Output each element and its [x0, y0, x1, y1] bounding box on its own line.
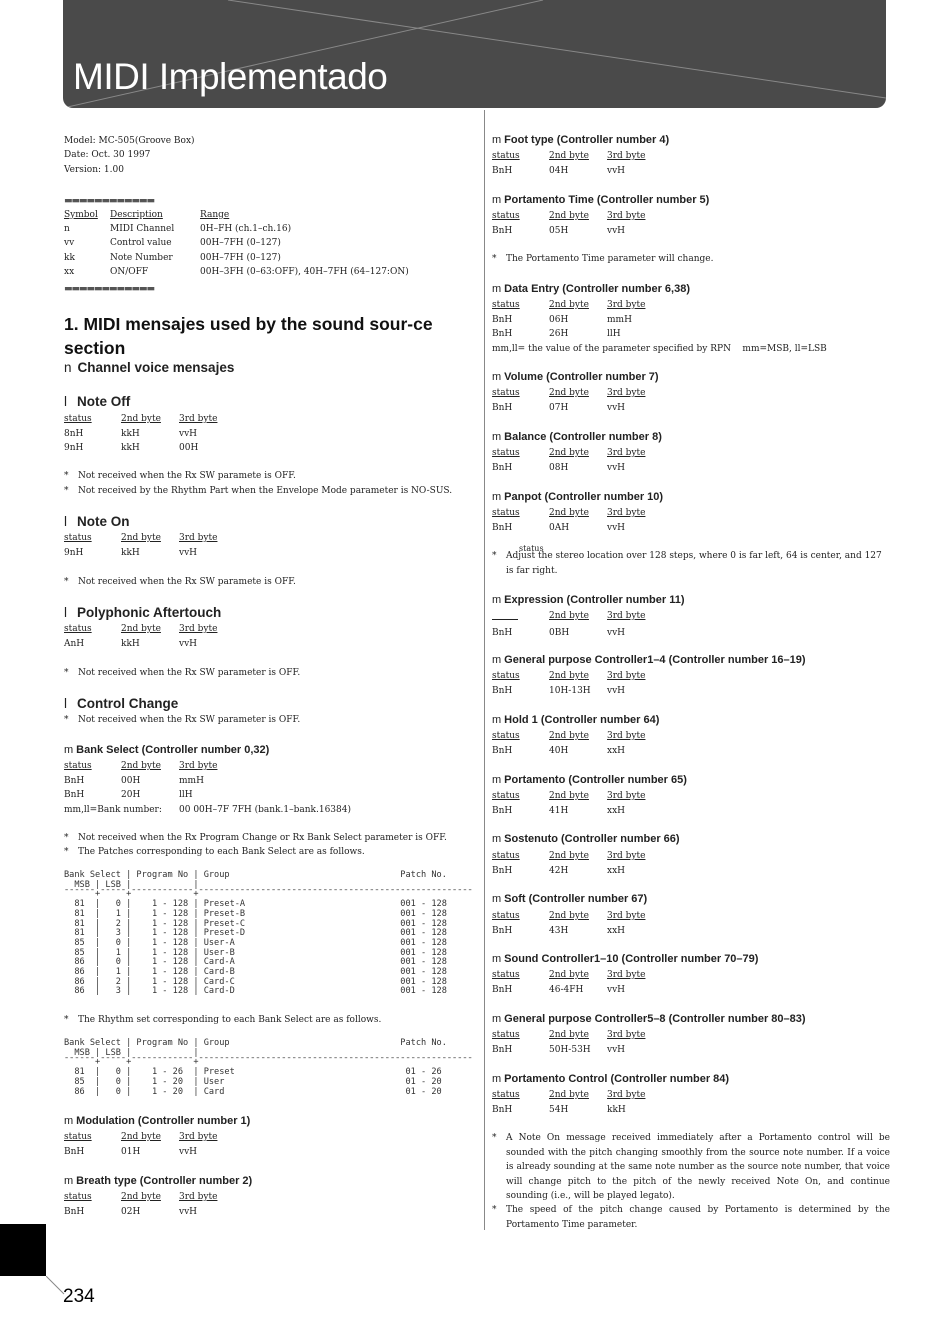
table-hold: status 2nd byte 3rd byte BnH 40H xxH — [492, 731, 646, 756]
table-expression: 2nd byte 3rd byte BnH 0BH vvH — [492, 611, 646, 638]
separator: ▬▬▬▬▬▬▬▬▬▬▬▬ — [64, 196, 155, 206]
heading-gp-controller-5-8: m General purpose Controller5–8 (Controller number 80–83) — [492, 1013, 806, 1025]
separator: ▬▬▬▬▬▬▬▬▬▬▬▬ — [64, 284, 155, 294]
table-note-off: status 2nd byte 3rd byte 8nH kkH vvH 9nH kkH 00H — [64, 414, 218, 453]
note: * The Patches corresponding to each Bank Select are as follows. — [64, 847, 365, 857]
table-sound-controller: status 2nd byte 3rd byte BnH 46-4FH vvH — [492, 970, 646, 995]
note: * Not received when the Rx SW paramete is OFF. — [64, 471, 296, 481]
subsection-title: n Channel voice mensajes — [64, 360, 235, 375]
note: * Not received when the Rx Program Change or Rx Bank Select parameter is OFF. — [64, 833, 447, 843]
note: * The Rhythm set corresponding to each Bank Select are as follows. — [64, 1015, 382, 1025]
table-volume: status 2nd byte 3rd byte BnH 07H vvH — [492, 388, 646, 413]
table-poly-aftertouch: status 2nd byte 3rd byte AnH kkH vvH — [64, 624, 218, 649]
heading-gp-controller-1-4: m General purpose Controller1–4 (Controller number 16–19) — [492, 654, 806, 666]
rhythm-table: Bank Select | Program No | Group Patch No. MSB | LSB | | ¯¯¯¯¯¯+¯¯¯¯¯+¯¯¯¯¯¯¯¯¯¯¯¯+¯¯¯¯¯¯¯¯¯¯¯¯¯¯¯¯¯¯¯¯¯¯¯¯¯¯¯¯¯¯¯¯¯¯¯¯¯¯¯¯¯¯¯¯¯¯¯¯¯¯¯¯¯ 81 | 0 | 1 - 26 | Preset 01 - 26 85 | 0 | 1 - 20 | User 01 - 20 86 | 0 | 1 - 20 | Card 01 - 20 — [64, 1038, 473, 1097]
heading-soft: m Soft (Controller number 67) — [492, 893, 648, 905]
patch-table: Bank Select | Program No | Group Patch No. MSB | LSB | | ¯¯¯¯¯¯+¯¯¯¯¯+¯¯¯¯¯¯¯¯¯¯¯¯+¯¯¯¯¯¯¯¯¯¯¯¯¯¯¯¯¯¯¯¯¯¯¯¯¯¯¯¯¯¯¯¯¯¯¯¯¯¯¯¯¯¯¯¯¯¯¯¯¯¯¯¯¯ 81 | 0 | 1 - 128 | Preset-A 001 - 128 81 | 1 | 1 - 128 | Preset-B 001 - 128 81 | 2 | 1 - 128 | Preset-C 001 - 128 81 | 3 | 1 - 128 | Preset-D 001 - 128 85 | 0 | 1 - 128 | User-A 001 - 128 85 | 1 | 1 - 128 | User-B 001 - 128 86 | 0 | 1 - 128 | Card-A 001 - 128 86 | 1 | 1 - 128 | Card-B 001 - 128 86 | 2 | 1 - 128 | Card-C 001 - 128 86 | 3 | 1 - 128 | Card-D 001 - 128 — [64, 870, 473, 997]
table-bank-select: status 2nd byte 3rd byte BnH 00H mmH BnH 20H llH mm,ll=Bank number: 00 00H–7F 7FH (bank.1–bank.16384) — [64, 761, 351, 815]
table-balance: status 2nd byte 3rd byte BnH 08H vvH — [492, 448, 646, 473]
stray-status-label: status — [519, 544, 544, 553]
note: * Adjust the stereo location over 128 steps, where 0 is far left, 64 is center, and 127 is far right. — [492, 551, 882, 576]
table-sostenuto: status 2nd byte 3rd byte BnH 42H xxH — [492, 851, 646, 876]
page-title: MIDI Implementado — [73, 56, 388, 97]
table-modulation: status 2nd byte 3rd byte BnH 01H vvH — [64, 1132, 218, 1157]
note: * The Portamento Time parameter will change. — [492, 254, 714, 264]
heading-modulation: m Modulation (Controller number 1) — [64, 1115, 251, 1127]
meta-date: Date: Oct. 30 1997 — [64, 150, 151, 160]
table-panpot: status 2nd byte 3rd byte BnH 0AH vvH — [492, 508, 646, 533]
heading-balance: m Balance (Controller number 8) — [492, 431, 662, 443]
heading-note-off: l Note Off — [64, 394, 131, 409]
heading-breath: m Breath type (Controller number 2) — [64, 1175, 253, 1187]
heading-portamento-time: m Portamento Time (Controller number 5) — [492, 194, 710, 206]
note: * The speed of the pitch change caused by Portamento is determined by the Portamento Time parameter. — [492, 1205, 890, 1230]
heading-expression: m Expression (Controller number 11) — [492, 594, 685, 606]
table-data-entry: status 2nd byte 3rd byte BnH 06H mmH BnH 26H llH mm,ll= the value of the parameter specified by RPN mm=MSB, ll=LSB — [492, 300, 827, 354]
note: * Not received when the Rx SW paramete is OFF. — [64, 577, 296, 587]
meta-model: Model: MC-505(Groove Box) — [64, 136, 195, 146]
table-portamento: status 2nd byte 3rd byte BnH 41H xxH — [492, 791, 646, 816]
table-gp-controller-1-4: status 2nd byte 3rd byte BnH 10H-13H vvH — [492, 671, 646, 696]
heading-volume: m Volume (Controller number 7) — [492, 371, 659, 383]
heading-note-on: l Note On — [64, 514, 130, 529]
heading-control-change: l Control Change — [64, 696, 179, 711]
heading-sostenuto: m Sostenuto (Controller number 66) — [492, 833, 680, 845]
table-breath: status 2nd byte 3rd byte BnH 02H vvH — [64, 1192, 218, 1217]
page-header — [63, 0, 886, 108]
note: * Not received when the Rx SW parameter is OFF. — [64, 715, 301, 725]
page-corner-tab — [0, 1224, 46, 1276]
heading-hold: m Hold 1 (Controller number 64) — [492, 714, 660, 726]
page-number: 234 — [63, 1286, 95, 1307]
heading-poly-aftertouch: l Polyphonic Aftertouch — [64, 605, 222, 620]
note: * Not received when the Rx SW parameter is OFF. — [64, 668, 301, 678]
heading-panpot: m Panpot (Controller number 10) — [492, 491, 664, 503]
heading-bank-select: m Bank Select (Controller number 0,32) — [64, 744, 270, 756]
meta-version: Version: 1.00 — [64, 165, 124, 175]
table-foot: status 2nd byte 3rd byte BnH 04H vvH — [492, 151, 646, 176]
heading-data-entry: m Data Entry (Controller number 6,38) — [492, 283, 690, 295]
symbol-table: Symbol Description Range n MIDI Channel 0H–FH (ch.1–ch.16) vv Control value 00H–7FH (0–127) kk Note Number 00H–7FH (0–127) xx ON/OFF 00H–3FH (0–63:OFF), 40H–7FH (64–127:ON) — [64, 210, 409, 277]
table-note-on: status 2nd byte 3rd byte 9nH kkH vvH — [64, 533, 218, 558]
section-title: 1. MIDI mensajes used by the sound sour-ce section — [64, 314, 433, 358]
table-soft: status 2nd byte 3rd byte BnH 43H xxH — [492, 911, 646, 936]
heading-portamento: m Portamento (Controller number 65) — [492, 774, 687, 786]
heading-portamento-control: m Portamento Control (Controller number 84) — [492, 1073, 730, 1085]
table-portamento-control: status 2nd byte 3rd byte BnH 54H kkH — [492, 1090, 646, 1115]
note: * Not received by the Rhythm Part when the Envelope Mode parameter is NO-SUS. — [64, 486, 453, 496]
heading-foot: m Foot type (Controller number 4) — [492, 134, 670, 146]
heading-sound-controller: m Sound Controller1–10 (Controller number 70–79) — [492, 953, 759, 965]
note: * A Note On message received immediately after a Portamento control will be sounded with the pitch changing smoothly from the source note number. If a voice is already sounding at the same note number as the source note number, that voice will change pitch to the pitch of the newly received Note On, and continue sounding (i.e., will be played legato). — [492, 1133, 890, 1201]
table-portamento-time: status 2nd byte 3rd byte BnH 05H vvH — [492, 211, 646, 236]
table-gp-controller-5-8: status 2nd byte 3rd byte BnH 50H-53H vvH — [492, 1030, 646, 1055]
